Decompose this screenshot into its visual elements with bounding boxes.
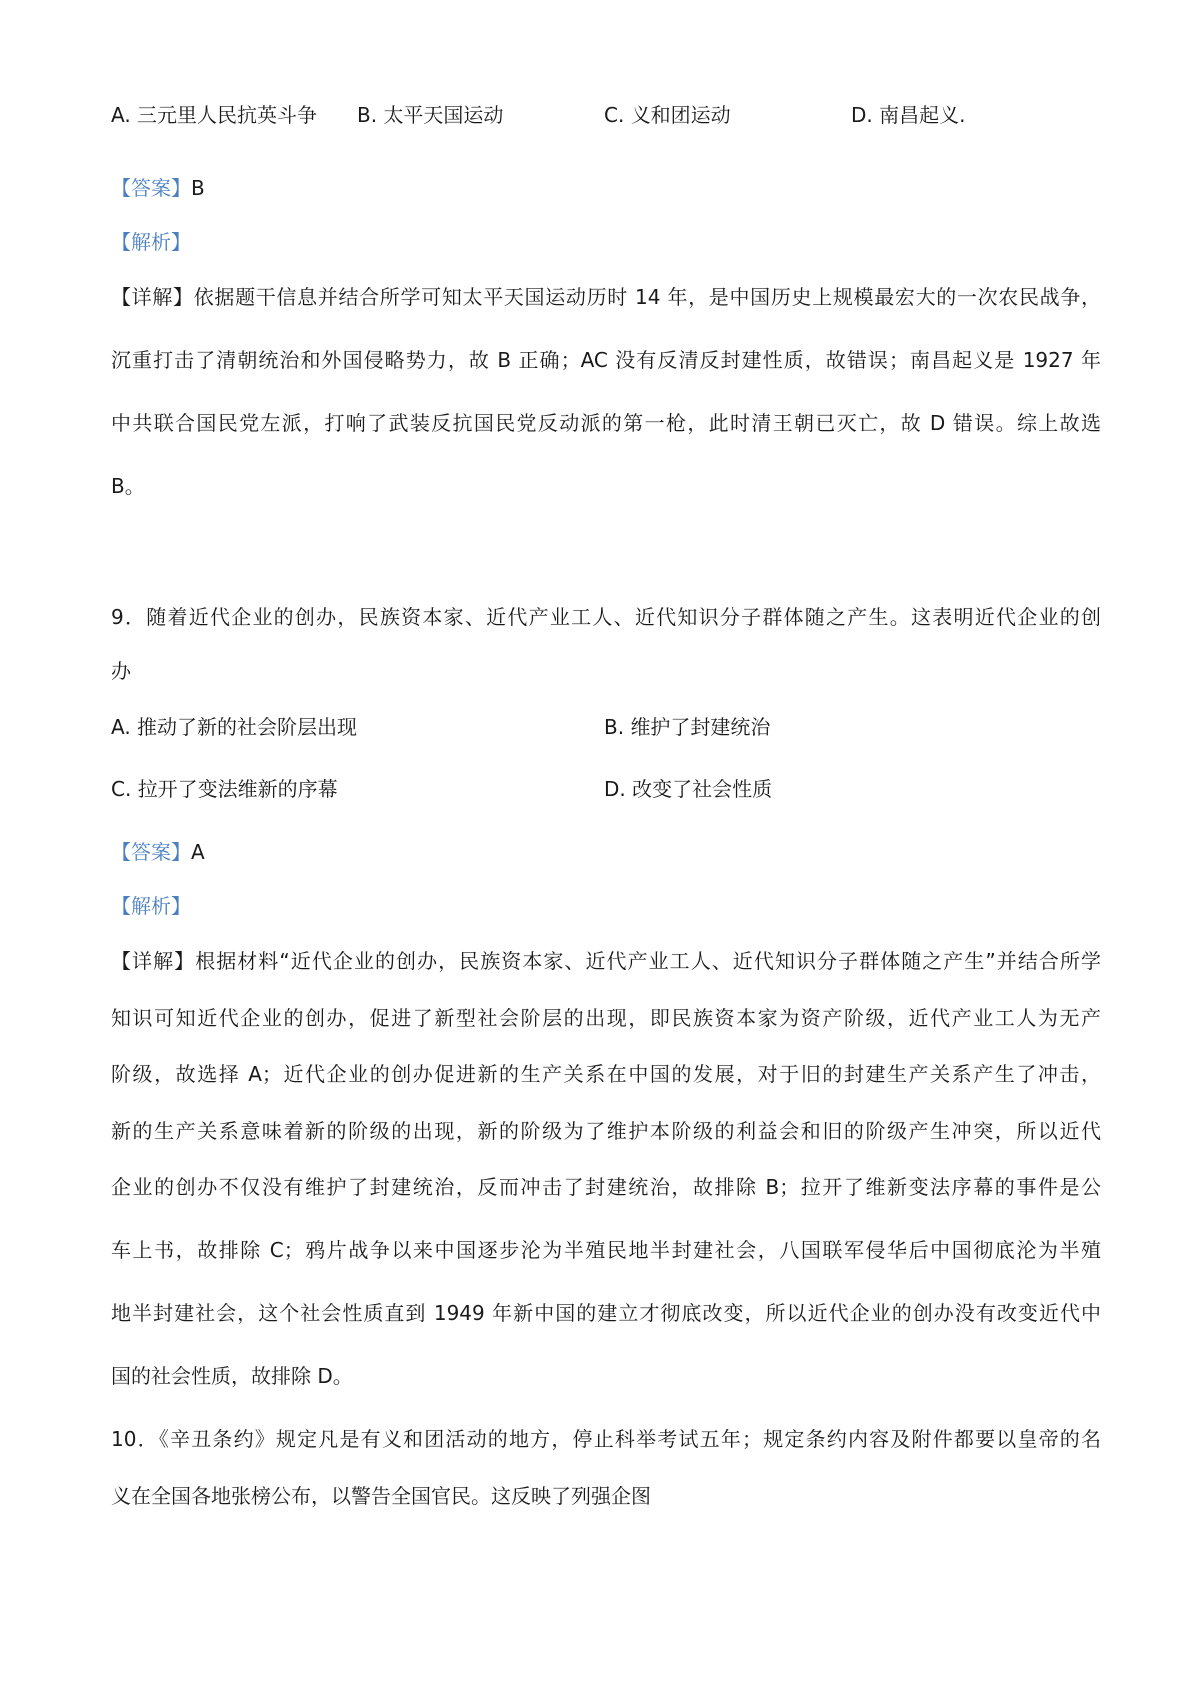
- q10-stem-line: 10．《辛丑条约》规定凡是有义和团活动的地方，停止科举考试五年；规定条约内容及附件都要以皇帝的名: [111, 1427, 1101, 1451]
- q9-detail-line: 新的生产关系意味着新的阶级的出现，新的阶级为了维护本阶级的利益会和旧的阶级产生冲突，所以近代: [111, 1119, 1101, 1143]
- q9-detail-line: 企业的创办不仅没有维护了封建统治，反而冲击了封建统治，故排除 B；拉开了维新变法序幕的事件是公: [111, 1175, 1101, 1199]
- q8-option-c: C. 义和团运动: [604, 103, 731, 127]
- q9-detail-line: 知识可知近代企业的创办，促进了新型社会阶层的出现，即民族资本家为资产阶级，近代产业工人为无产: [111, 1006, 1101, 1030]
- q9-stem-line: 办: [111, 659, 131, 683]
- q9-detail-line: 车上书，故排除 C；鸦片战争以来中国逐步沦为半殖民地半封建社会，八国联军侵华后中国彻底沦为半殖: [111, 1238, 1101, 1262]
- q9-option-c: C. 拉开了变法维新的序幕: [111, 777, 338, 801]
- q8-detail-line: 【详解】依据题干信息并结合所学可知太平天国运动历时 14 年，是中国历史上规模最宏大的一次农民战争，: [111, 285, 1101, 309]
- q8-option-b: B. 太平天国运动: [357, 103, 504, 127]
- q9-analysis-tag: 【解析】: [111, 894, 191, 918]
- q9-detail-line: 【详解】根据材料“近代企业的创办，民族资本家、近代产业工人、近代知识分子群体随之产生”并结合所学: [111, 949, 1101, 973]
- q9-answer: [111, 838, 1101, 866]
- q9-detail-line: 国的社会性质，故排除 D。: [111, 1364, 353, 1388]
- q9-detail-line: 阶级，故选择 A；近代企业的创办促进新的生产关系在中国的发展，对于旧的封建生产关系产生了冲击，: [111, 1062, 1101, 1086]
- q9-detail-line: 地半封建社会，这个社会性质直到 1949 年新中国的建立才彻底改变，所以近代企业的创办没有改变近代中: [111, 1301, 1101, 1325]
- q10-stem-line: 义在全国各地张榜公布，以警告全国官民。这反映了列强企图: [111, 1484, 651, 1508]
- q8-detail-line: 中共联合国民党左派，打响了武装反抗国民党反动派的第一枪，此时清王朝已灭亡，故 D 错误。综上故选: [111, 411, 1101, 435]
- answer-tag: 【答案】: [111, 840, 191, 864]
- answer-tag: 【答案】: [111, 176, 191, 200]
- q8-detail-line: B。: [111, 474, 145, 498]
- q8-answer: [111, 174, 1101, 202]
- q8-option-a: A. 三元里人民抗英斗争: [111, 103, 318, 127]
- answer-value: A: [191, 840, 205, 864]
- q9-stem-line: 9．随着近代企业的创办，民族资本家、近代产业工人、近代知识分子群体随之产生。这表明近代企业的创: [111, 605, 1101, 629]
- q9-option-a: A. 推动了新的社会阶层出现: [111, 715, 358, 739]
- q8-option-d: D. 南昌起义.: [851, 103, 966, 127]
- q8-analysis-tag: 【解析】: [111, 230, 191, 254]
- q9-option-b: B. 维护了封建统治: [604, 715, 771, 739]
- q8-detail-line: 沉重打击了清朝统治和外国侵略势力，故 B 正确；AC 没有反清反封建性质，故错误；南昌起义是 1927 年: [111, 348, 1101, 372]
- q9-option-d: D. 改变了社会性质: [604, 777, 773, 801]
- answer-value: B: [191, 176, 205, 200]
